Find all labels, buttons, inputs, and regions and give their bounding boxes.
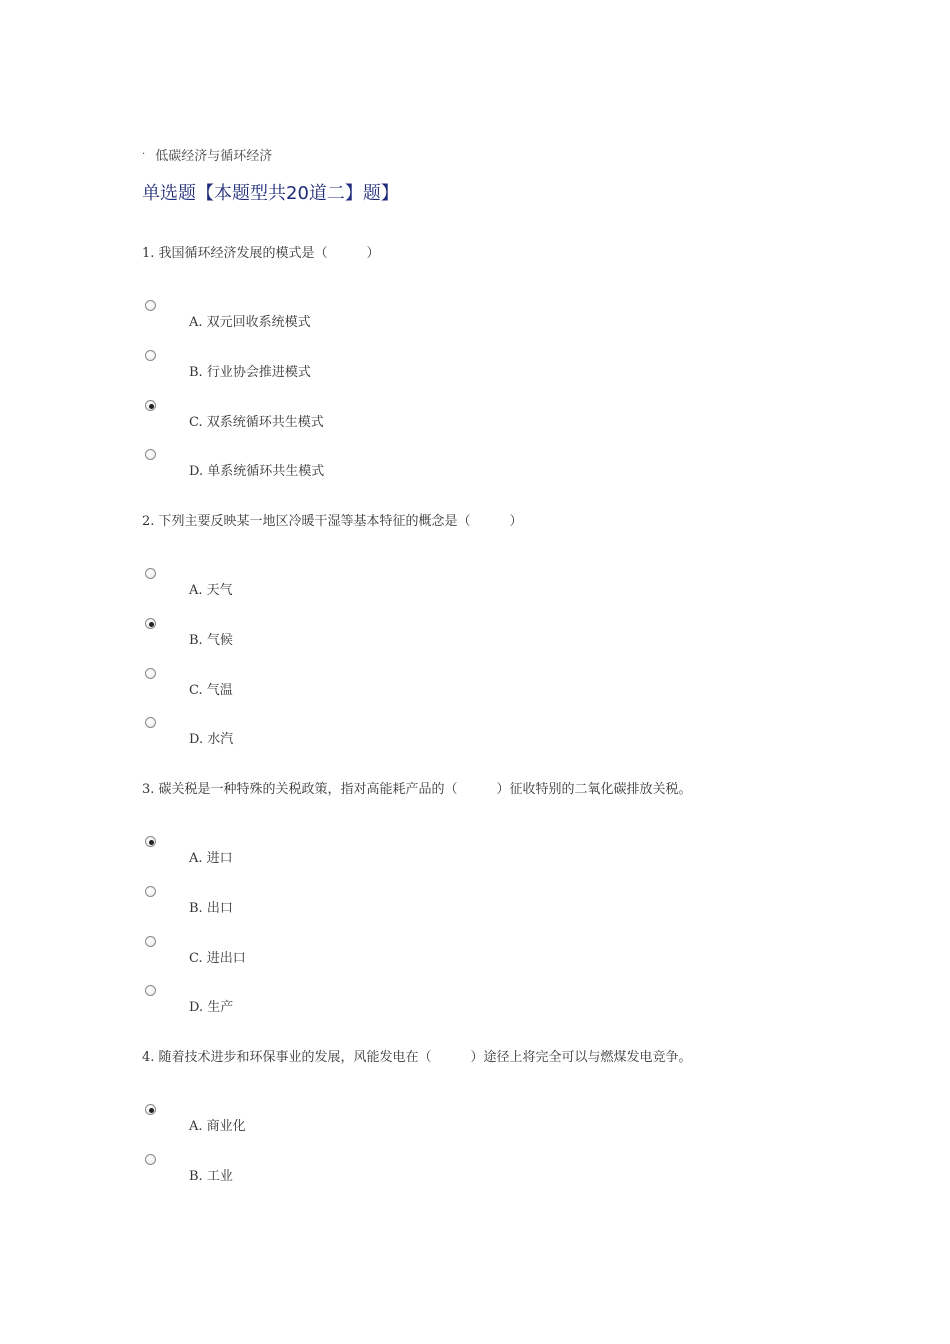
option-label: B. 工业 bbox=[189, 1169, 233, 1184]
option-label: B. 行业协会推进模式 bbox=[189, 365, 311, 380]
question-4-text: 4. 随着技术进步和环保事业的发展，风能发电在（ ）途径上将完全可以与燃煤发电竞争。 bbox=[142, 1050, 692, 1065]
radio-button[interactable] bbox=[145, 1104, 156, 1115]
option-label: A. 天气 bbox=[189, 583, 233, 598]
question-3-text: 3. 碳关税是一种特殊的关税政策，指对高能耗产品的（ ）征收特别的二氧化碳排放关税。 bbox=[142, 782, 692, 797]
radio-button[interactable] bbox=[145, 668, 156, 679]
radio-button[interactable] bbox=[145, 886, 156, 897]
breadcrumb-bullet: · bbox=[142, 149, 146, 160]
radio-button[interactable] bbox=[145, 985, 156, 996]
option-label: D. 单系统循环共生模式 bbox=[189, 464, 325, 479]
radio-button[interactable] bbox=[145, 449, 156, 460]
radio-button[interactable] bbox=[145, 717, 156, 728]
radio-button[interactable] bbox=[145, 1154, 156, 1165]
radio-button[interactable] bbox=[145, 300, 156, 311]
option-label: D. 水汽 bbox=[189, 732, 234, 747]
breadcrumb bbox=[142, 145, 272, 164]
section-title: 单选题【本题型共20道二】题】 bbox=[142, 183, 399, 204]
option-label: B. 气候 bbox=[189, 633, 233, 648]
radio-button[interactable] bbox=[145, 350, 156, 361]
option-label: C. 进出口 bbox=[189, 951, 246, 966]
option-label: D. 生产 bbox=[189, 1000, 234, 1015]
radio-button[interactable] bbox=[145, 618, 156, 629]
option-label: A. 进口 bbox=[189, 851, 233, 866]
radio-button[interactable] bbox=[145, 936, 156, 947]
question-2-text: 2. 下列主要反映某一地区冷暖干湿等基本特征的概念是（ ） bbox=[142, 514, 523, 529]
option-label: B. 出口 bbox=[189, 901, 233, 916]
radio-button[interactable] bbox=[145, 568, 156, 579]
radio-button[interactable] bbox=[145, 836, 156, 847]
option-label: C. 双系统循环共生模式 bbox=[189, 415, 324, 430]
option-label: A. 商业化 bbox=[189, 1119, 246, 1134]
option-label: C. 气温 bbox=[189, 683, 233, 698]
option-label: A. 双元回收系统模式 bbox=[189, 315, 311, 330]
question-1-text: 1. 我国循环经济发展的模式是（ ） bbox=[142, 246, 380, 261]
radio-button[interactable] bbox=[145, 400, 156, 411]
breadcrumb-text: 低碳经济与循环经济 bbox=[155, 149, 273, 164]
